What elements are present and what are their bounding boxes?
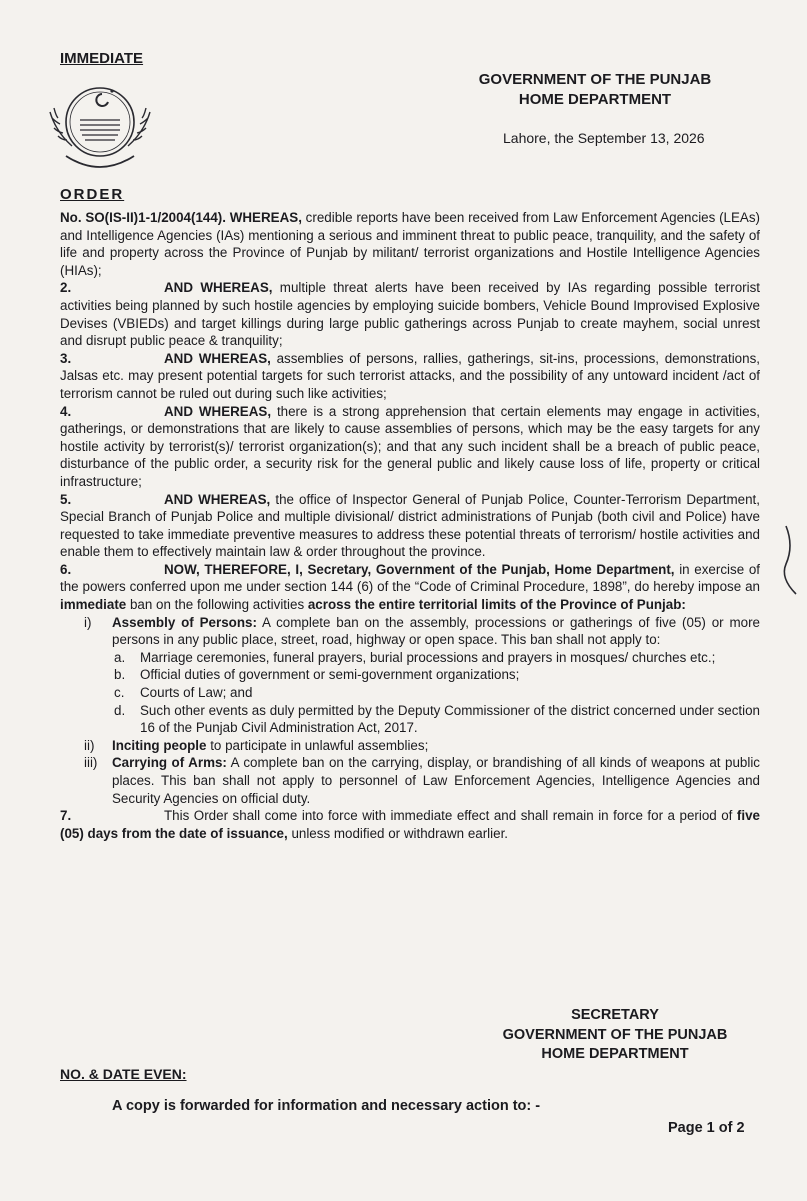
list-marker: a.: [114, 649, 126, 665]
sub-item-text: Marriage ceremonies, funeral prayers, burial processions and prayers in mosques/ churches etc.;: [140, 649, 716, 665]
list-marker: b.: [114, 667, 126, 683]
territorial-limits-bold: across the entire territorial limits of the Province of Punjab:: [307, 597, 686, 613]
paragraph-number: 2.: [60, 280, 72, 296]
list-item: [114, 649, 760, 667]
sub-item-text: Courts of Law; and: [140, 685, 253, 701]
item-lead: Assembly of Persons:: [112, 614, 257, 630]
page-number: Page 1 of 2: [668, 1120, 745, 1136]
signature-block: [470, 1006, 760, 1065]
paragraph-lead: AND WHEREAS,: [164, 280, 273, 296]
list-item: [84, 754, 761, 807]
signatory-gov: GOVERNMENT OF THE PUNJAB: [502, 1026, 728, 1043]
priority-label: IMMEDIATE: [60, 50, 144, 67]
whereas-lead: WHEREAS,: [229, 210, 302, 225]
item-lead: Inciting people: [112, 737, 207, 753]
list-marker: iii): [84, 755, 98, 771]
paragraph-6: [60, 561, 760, 614]
list-item: [114, 666, 760, 684]
paragraph-number: 6.: [60, 561, 72, 577]
item-text: A complete ban on the carrying, display, or brandishing of all kinds of weapons at public places. This ban shall not apply to personnel of Law Enforcement Agencies, Intelligence Agencies and Security Agencies on official duty.: [112, 755, 761, 806]
punjab-emblem-logo: [40, 72, 160, 180]
paragraph-number: 4.: [60, 403, 72, 419]
signatory-department: HOME DEPARTMENT: [541, 1046, 689, 1062]
paragraph-number: 5.: [60, 491, 72, 507]
department-name: HOME DEPARTMENT: [518, 91, 672, 108]
order-title: ORDER: [60, 186, 125, 203]
exemptions-list: [112, 649, 760, 737]
list-item: [114, 702, 760, 737]
copy-forwarded-line: A copy is forwarded for information and necessary action to: -: [112, 1098, 541, 1114]
order-reference: No. SO(IS-II)1-1/2004(144).: [60, 210, 226, 225]
paragraph-7: [60, 807, 760, 842]
paragraph-2-text: multiple threat alerts have been received by IAs regarding possible terrorist activities being planned by such hostile agencies by employing suicide bombers, Vehicle Bound Improvised Explosive Devises (VBIEDs) and target killings during large public gatherings across Punjab to create mayhem, social unrest and disrupt public peace & tranquility;: [60, 280, 760, 349]
paragraph-5: [60, 491, 760, 561]
list-marker: i): [84, 614, 92, 630]
paragraph-1-text: credible reports have been received from Law Enforcement Agencies (LEAs) and Intelligence Agencies (IAs) mentioning a serious and imminent threat to public peace, tranquility, and the safety of life and property across the Province of Punjab by militant/ terrorist organizations and Hostile Intelligence Agencies (HIAs);: [60, 210, 760, 278]
paragraph-number: 7.: [60, 808, 72, 824]
paragraph-7-text: This Order shall come into force with immediate effect and shall remain in force for a period of: [164, 808, 737, 824]
paragraph-lead: NOW, THEREFORE, I, Secretary, Government of the Punjab, Home Department,: [164, 561, 675, 577]
gov-name: GOVERNMENT OF THE PUNJAB: [478, 71, 712, 88]
item-text: A complete ban on the assembly, processions or gatherings of five (05) or more persons in any public place, street, road, highway or open space. This ban shall not apply to:: [112, 614, 760, 648]
immediate-ban-bold: immediate: [60, 597, 127, 613]
paragraph-5-text: the office of Inspector General of Punjab Police, Counter-Terrorism Department, Special Branch of Punjab Police and multiple divisional/ district administrations of Punjab (both civil and Police) have requested to take immediate preventive measures to address these potential threats of terrorism/ hostile activities and enable them to effectively maintain law & order throughout the province.: [60, 491, 760, 560]
margin-pen-mark: [772, 520, 802, 600]
list-marker: ii): [84, 737, 95, 753]
item-text: to participate in unlawful assemblies;: [206, 737, 429, 753]
paragraph-1: [60, 209, 760, 279]
list-item: [84, 614, 760, 737]
list-marker: c.: [114, 685, 125, 701]
paragraph-lead: AND WHEREAS,: [164, 350, 271, 366]
place-date: Lahore, the September 13, 2026: [503, 130, 705, 146]
government-header: [430, 70, 760, 110]
item-lead: Carrying of Arms:: [112, 755, 227, 771]
paragraph-2: [60, 279, 760, 349]
sub-item-text: Official duties of government or semi-government organizations;: [140, 667, 520, 683]
number-date-even: NO. & DATE EVEN:: [60, 1066, 187, 1082]
paragraph-lead: AND WHEREAS,: [164, 403, 272, 419]
list-item: [84, 737, 760, 755]
banned-activities-list: [60, 614, 760, 808]
paragraph-7-text-2: unless modified or withdrawn earlier.: [287, 825, 509, 841]
paragraph-lead: AND WHEREAS,: [164, 491, 271, 507]
paragraph-number: 3.: [60, 350, 72, 366]
order-body: [60, 209, 760, 842]
paragraph-4: [60, 403, 760, 491]
list-marker: d.: [114, 702, 126, 718]
paragraph-6-text-2: ban on the following activities: [126, 597, 308, 613]
duration-bold: five (05) days from the date of issuance,: [60, 808, 760, 841]
paragraph-3: [60, 350, 760, 403]
paragraph-4-text: there is a strong apprehension that certain elements may engage in activities, gatherings, or demonstrations that are likely to cause assemblies of persons, which may be the easy targets for any hostile activity by terrorist(s)/ terrorist organization(s); and that any such incident shall be a breach of public peace, disturbance of the public order, a security risk for the general public and likely cause loss of life, property or critical infrastructure;: [60, 403, 760, 489]
sub-item-text: Such other events as duly permitted by the Deputy Commissioner of the district concerned under section 16 of the Punjab Civil Administration Act, 2017.: [140, 702, 760, 736]
paragraph-6-text: in exercise of the powers conferred upon me under section 144 (6) of the “Code of Criminal Procedure, 1898”, do hereby impose an: [60, 561, 760, 595]
list-item: [114, 684, 760, 702]
paragraph-3-text: assemblies of persons, rallies, gatherings, sit-ins, processions, demonstrations, Jalsas etc. may present potential targets for such terrorist attacks, and the possibility of any untoward incident /act of terrorism cannot be ruled out during such like activities;: [60, 350, 760, 401]
signatory-title: SECRETARY: [571, 1007, 659, 1023]
